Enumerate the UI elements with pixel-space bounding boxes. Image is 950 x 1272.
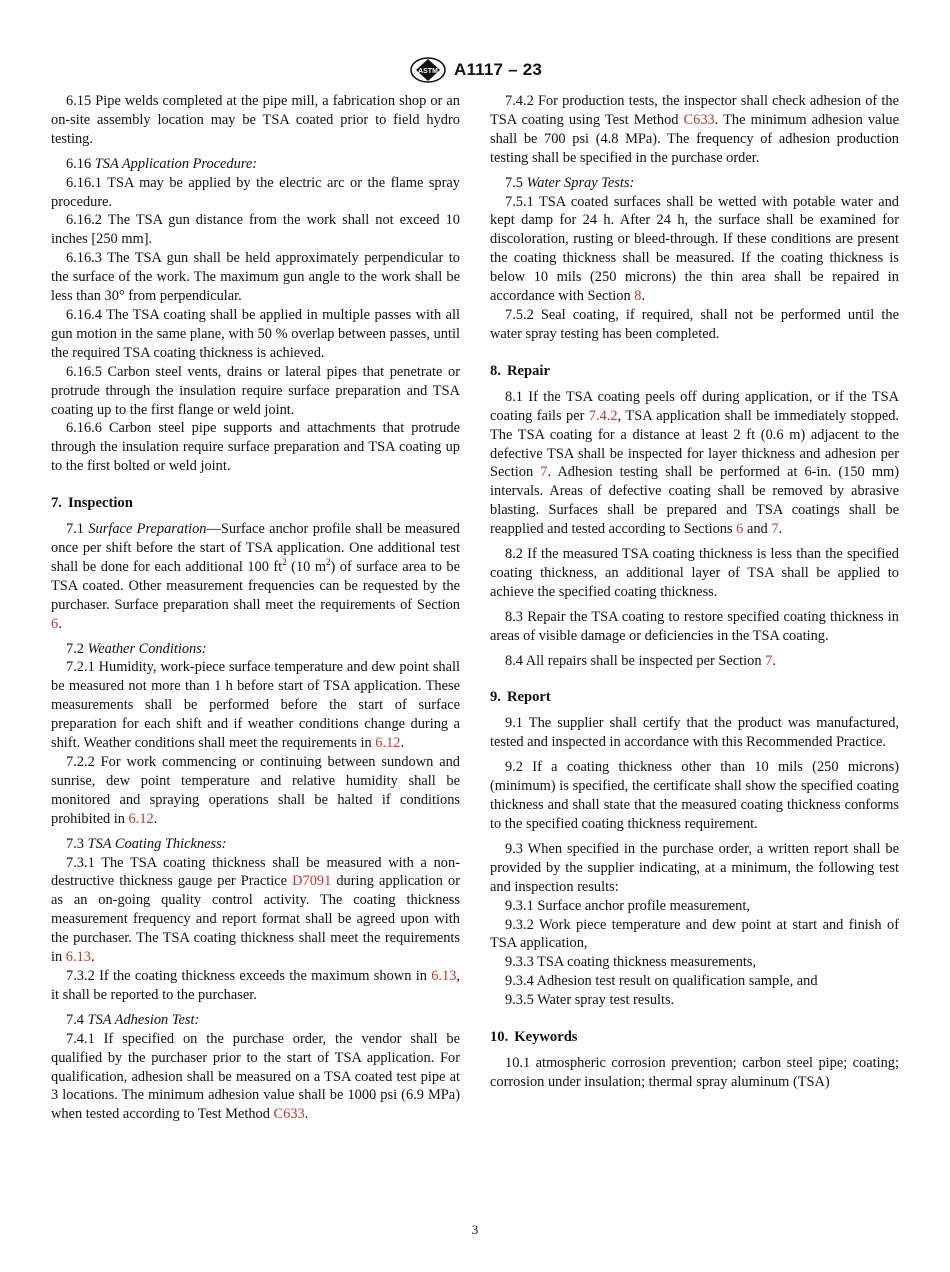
section-heading-10: 10. Keywords [490,1029,578,1046]
para-7-4-1: 7.4.1 If specified on the purchase order, the vendor shall be qualified by the purchaser prior to the start of TSA application. For qualification, adhesion shall be measured on a TSA coated test pipe at 3 locations. The minimum adhesion value shall be 1000 psi (6.9 MPa) when tested according to Test Method C633. [51,1030,460,1123]
ref-c633[interactable]: C633 [683,111,715,128]
para-10-1: 10.1 atmospheric corrosion prevention; carbon steel pipe; coating; corrosion under insulation; thermal spray aluminum (TSA) [490,1055,899,1090]
page-header [0,56,950,89]
para-9-3-4: 9.3.4 Adhesion test result on qualification sample, and [505,973,818,990]
svg-text:ASTM: ASTM [418,68,438,75]
para-6-16-3: 6.16.3 The TSA gun shall be held approximately perpendicular to the surface of the work. The maximum gun angle to the work shall be less than 30° from perpendicular. [51,250,460,305]
para-9-3: 9.3 When specified in the purchase order, a written report shall be provided by the supplier indicating, at a minimum, the following test and inspection results: [490,840,899,895]
para-6-16-6: 6.16.6 Carbon steel pipe supports and attachments that protrude through the insulation require surface preparation and TSA coating up to the first bolted or weld joint. [51,420,460,475]
para-9-3-1: 9.3.1 Surface anchor profile measurement, [505,897,750,914]
para-9-3-3: 9.3.3 TSA coating thickness measurements, [505,954,757,971]
para-6-16-1: 6.16.1 TSA may be applied by the electric arc or the flame spray procedure. [51,174,460,210]
para-7-4-2: 7.4.2 For production tests, the inspector shall check adhesion of the TSA coating using Test Method C633. The minimum adhesion value shall be 700 psi (4.8 MPa). The frequency of adhesion production testing shall be specified in the purchase order. [490,93,899,166]
ref-section-6[interactable]: 6 [736,521,744,538]
para-6-16-4: 6.16.4 The TSA coating shall be applied in multiple passes with all gun motion in the same plane, with 50 % overlap between passes, until the required TSA coating thickness is achieved. [51,306,460,361]
page-number: 3 [471,1222,479,1237]
para-7-2-2: 7.2.2 For work commencing or continuing between sundown and sunrise, dew point temperature and relative humidity shall be monitored and spraying operations shall be halted if conditions prohibited in 6.12. [51,754,460,827]
para-7-5: 7.5 Water Spray Tests: [505,174,635,191]
ref-d7091[interactable]: D7091 [292,873,332,890]
ref-6-12[interactable]: 6.12 [128,810,154,827]
para-6-16-5: 6.16.5 Carbon steel vents, drains or lateral pipes that penetrate or protrude through the insulation require surface preparation and TSA coating up to the first flange or weld joint. [51,363,460,418]
para-7-2-1: 7.2.1 Humidity, work-piece surface temperature and dew point shall be measured not more than 1 h before start of TSA application. These measurements shall be performed before the start of surface preparation for each shift and if weather conditions change during a shift. Weather conditions shall meet the requirements in 6.12. [51,659,460,752]
para-8-3: 8.3 Repair the TSA coating to restore specified coating thickness in areas of visible damage or deficiencies in the TSA coating. [490,608,899,644]
para-9-3-2: 9.3.2 Work piece temperature and dew point at start and finish of TSA application, [490,916,899,952]
para-6-16-2: 6.16.2 The TSA gun distance from the work shall not exceed 10 inches [250 mm]. [51,212,460,248]
section-heading-8: 8. Repair [490,362,550,379]
ref-6-13[interactable]: 6.13 [431,967,457,984]
para-7-3-1: 7.3.1 The TSA coating thickness shall be measured with a non-destructive thickness gauge per Practice D7091 during application or as an on-going quality control activity. The coating thickness measurement frequency and report format shall be agreed upon with the purchaser. The TSA coating thickness shall meet the requirements in 6.13. [51,854,460,966]
para-9-1: 9.1 The supplier shall certify that the product was manufactured, tested and inspected in accordance with this Recommended Practice. [490,715,899,751]
section-heading-9: 9. Report [490,689,551,706]
ref-section-7[interactable]: 7 [765,652,773,669]
right-column [490,92,899,1092]
ref-section-7[interactable]: 7 [540,464,548,481]
para-7-3-2: 7.3.2 If the coating thickness exceeds the maximum shown in 6.13, it shall be reported to the purchaser. [51,967,460,1003]
para-8-1: 8.1 If the TSA coating peels off during application, or if the TSA coating fails per 7.4.2, TSA application shall be immediately stopped. The TSA coating for a distance at least 2 ft (0.6 m) adjacent to the defective TSA shall be inspected for layer thickness and adhesion per Section 7. Adhesion testing shall be performed at 6-in. (150 mm) intervals. Areas of defective coating shall be removed by abrasive blasting. Surfaces shall be prepared and TSA coatings shall be reapplied and tested according to Sections 6 and 7. [490,388,899,538]
para-7-4: 7.4 TSA Adhesion Test: [66,1011,200,1028]
para-6-16: 6.16 TSA Application Procedure: [66,155,258,172]
para-7-2: 7.2 Weather Conditions: [66,640,207,657]
document-number: A1117 – 23 [453,60,543,79]
para-7-5-1: 7.5.1 TSA coated surfaces shall be wetted with potable water and kept damp for 24 h. After 24 h, the surface shall be examined for discoloration, rusting or bleed-through. If these conditions are present the coating thickness shall be measured. If the coating thickness is below 10 mils (250 microns) the thin area shall be repaired in accordance with Section 8. [490,193,899,305]
para-8-2: 8.2 If the measured TSA coating thickness is less than the specified coating thickness, an additional layer of TSA shall be applied to achieve the specified coating thickness. [490,546,899,600]
ref-section-7[interactable]: 7 [771,521,779,538]
ref-section-6[interactable]: 6 [51,615,59,632]
ref-c633[interactable]: C633 [273,1106,305,1123]
left-column [51,92,460,1124]
ref-6-13[interactable]: 6.13 [65,949,91,966]
para-9-2: 9.2 If a coating thickness other than 10 mils (250 microns) (minimum) is specified, the certificate shall show the specified coating thickness and shall state that the measured coating thickness conforms to the specified coating thickness requirement. [490,759,899,832]
section-heading-7: 7. Inspection [51,495,133,512]
para-8-4: 8.4 All repairs shall be inspected per Section 7. [505,652,776,669]
para-9-3-5: 9.3.5 Water spray test results. [505,992,675,1009]
ref-6-12[interactable]: 6.12 [375,735,401,752]
astm-logo-icon [408,56,448,84]
para-7-3: 7.3 TSA Coating Thickness: [66,835,227,852]
ref-7-4-2[interactable]: 7.4.2 [588,407,618,424]
para-7-5-2: 7.5.2 Seal coating, if required, shall not be performed until the water spray testing has been completed. [490,306,899,342]
para-7-1: 7.1 Surface Preparation—Surface anchor profile shall be measured once per shift before the start of TSA application. One additional test shall be done for each additional 100 $ft^2$ (10 $m^2$) of surface area to be TSA coated. Other measurement frequencies can be requested by the purchaser. Surface preparation shall meet the requirements of Section 6. [51,521,460,632]
para-6-15: 6.15 Pipe welds completed at the pipe mill, a fabrication shop or an on-site assembly location may be TSA coated prior to field hydro testing. [51,93,460,147]
ref-section-8[interactable]: 8 [634,288,642,305]
